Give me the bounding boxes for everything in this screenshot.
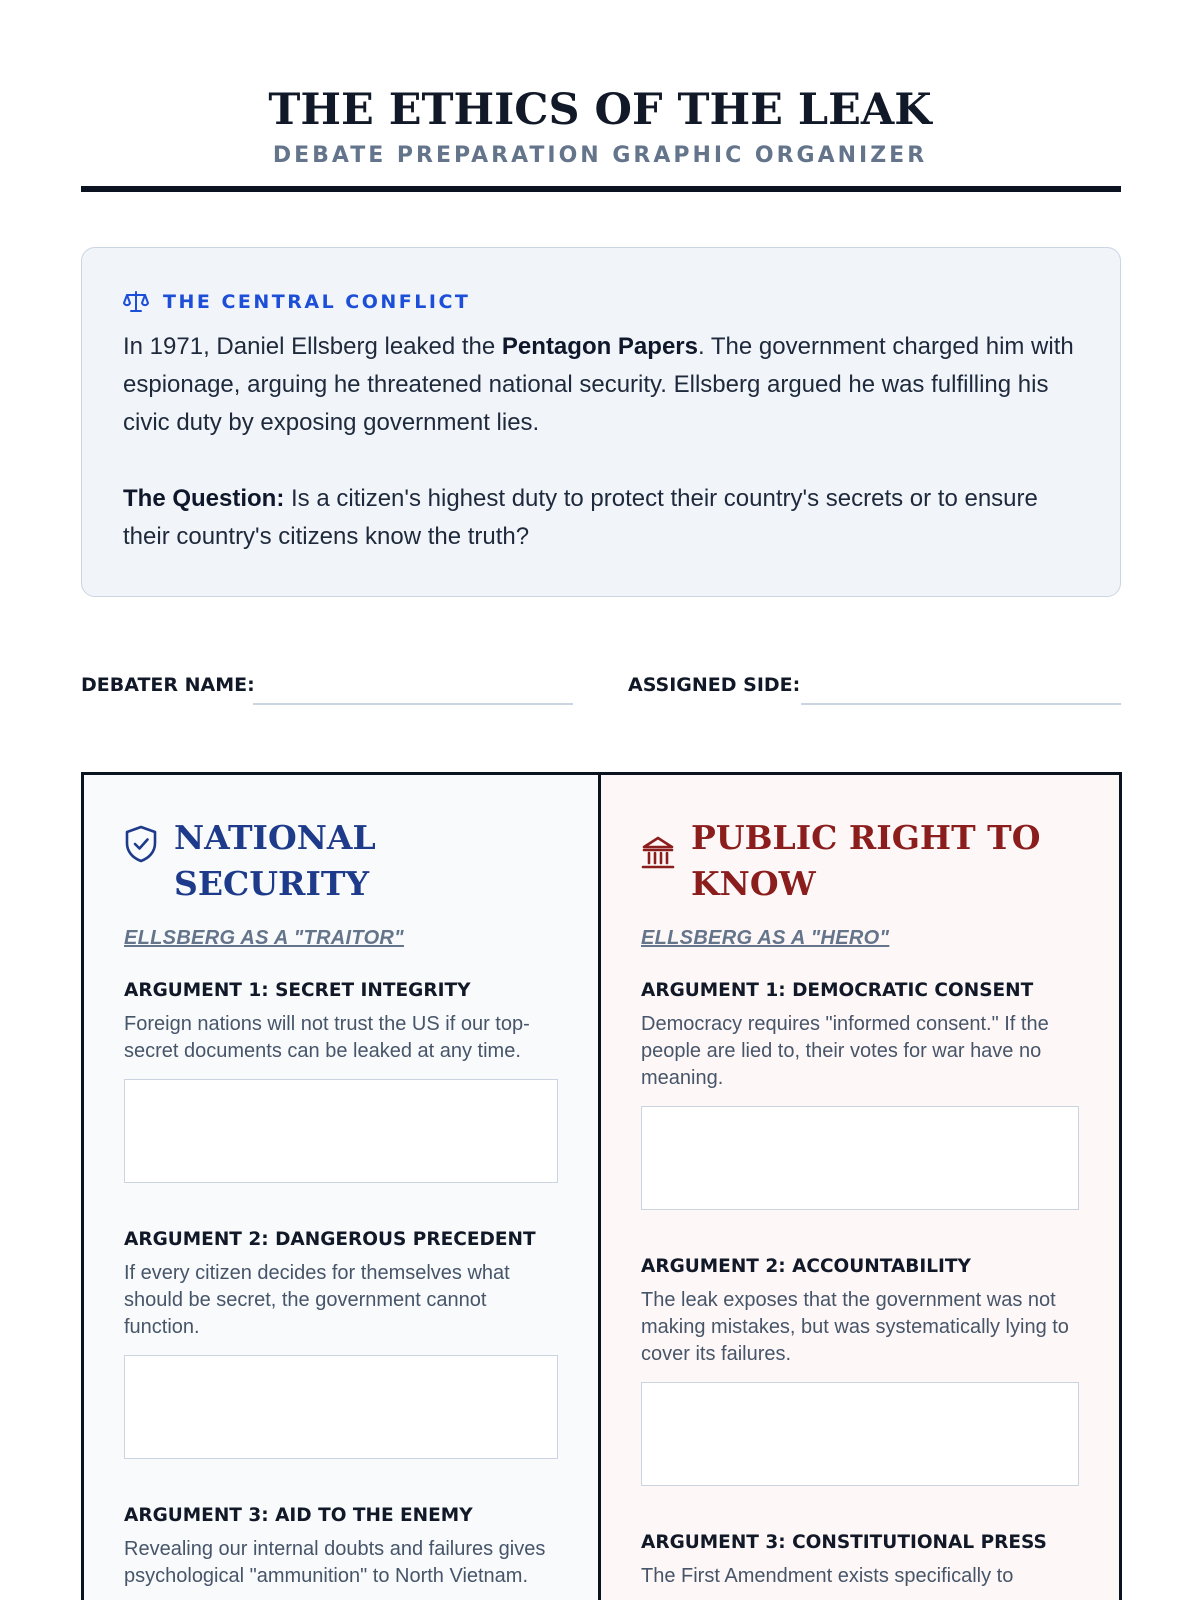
argument-title: ARGUMENT 2: ACCOUNTABILITY	[641, 1256, 971, 1277]
public-right-title: PUBLIC RIGHT TO KNOW	[691, 818, 1041, 903]
debater-name-field[interactable]	[253, 703, 573, 705]
page-title: THE ETHICS OF THE LEAK	[268, 85, 932, 135]
question-text: Is a citizen's highest duty to protect their country's secrets or to ensure their country's citizens know the truth?	[123, 485, 1038, 550]
answer-box[interactable]	[124, 1079, 558, 1183]
debate-columns	[81, 772, 1122, 1600]
argument-title: ARGUMENT 3: AID TO THE ENEMY	[124, 1505, 473, 1526]
conflict-paragraph	[123, 328, 1083, 442]
central-conflict-text	[123, 328, 1083, 556]
answer-box[interactable]	[124, 1355, 558, 1459]
public-right-header	[641, 815, 1079, 907]
central-conflict-box	[81, 247, 1121, 597]
debater-name-label: DEBATER NAME:	[81, 674, 255, 696]
assigned-side-label: ASSIGNED SIDE:	[628, 674, 801, 696]
argument-title: ARGUMENT 1: DEMOCRATIC CONSENT	[641, 980, 1034, 1001]
pentagon-papers-bold: Pentagon Papers	[501, 333, 698, 360]
shield-check-icon	[124, 815, 158, 868]
argument-title: ARGUMENT 1: SECRET INTEGRITY	[124, 980, 471, 1001]
conflict-text-part: In 1971, Daniel Ellsberg leaked the	[123, 333, 502, 360]
central-conflict-header	[123, 290, 470, 314]
argument-title: ARGUMENT 3: CONSTITUTIONAL PRESS	[641, 1532, 1047, 1553]
central-conflict-label: THE CENTRAL CONFLICT	[163, 291, 471, 313]
argument-description: Revealing our internal doubts and failures gives psychological "ammunition" to North Vietnam.	[124, 1538, 546, 1587]
debater-info-row	[81, 670, 1121, 710]
question-paragraph	[123, 480, 1083, 556]
national-security-header	[124, 815, 558, 907]
scale-icon	[123, 290, 149, 314]
hero-persona: ELLSBERG AS A "HERO"	[641, 927, 890, 949]
national-security-column	[84, 775, 601, 1600]
assigned-side-field[interactable]	[801, 703, 1121, 705]
title-divider	[81, 186, 1121, 192]
argument-description: The First Amendment exists specifically to	[641, 1565, 1014, 1587]
public-right-column	[601, 775, 1119, 1600]
answer-box[interactable]	[641, 1106, 1079, 1210]
traitor-persona: ELLSBERG AS A "TRAITOR"	[124, 927, 404, 949]
conflict-text-part: . The government charged him with espionage, arguing he threatened national security. Ellsberg argued he was fulfilling his civic duty by exposing government lies.	[123, 333, 1074, 436]
landmark-icon	[641, 815, 675, 876]
question-label: The Question:	[123, 485, 285, 512]
argument-description: Democracy requires "informed consent." If the people are lied to, their votes for war have no meaning.	[641, 1013, 1049, 1089]
national-security-title: NATIONAL SECURITY	[174, 818, 376, 903]
argument-description: Foreign nations will not trust the US if our top-secret documents can be leaked at any time.	[124, 1013, 530, 1062]
argument-description: The leak exposes that the government was not making mistakes, but was systematically lying to cover its failures.	[641, 1289, 1069, 1365]
argument-title: ARGUMENT 2: DANGEROUS PRECEDENT	[124, 1229, 536, 1250]
answer-box[interactable]	[641, 1382, 1079, 1486]
argument-description: If every citizen decides for themselves what should be secret, the government cannot function.	[124, 1262, 510, 1338]
page-subtitle: DEBATE PREPARATION GRAPHIC ORGANIZER	[272, 143, 928, 168]
